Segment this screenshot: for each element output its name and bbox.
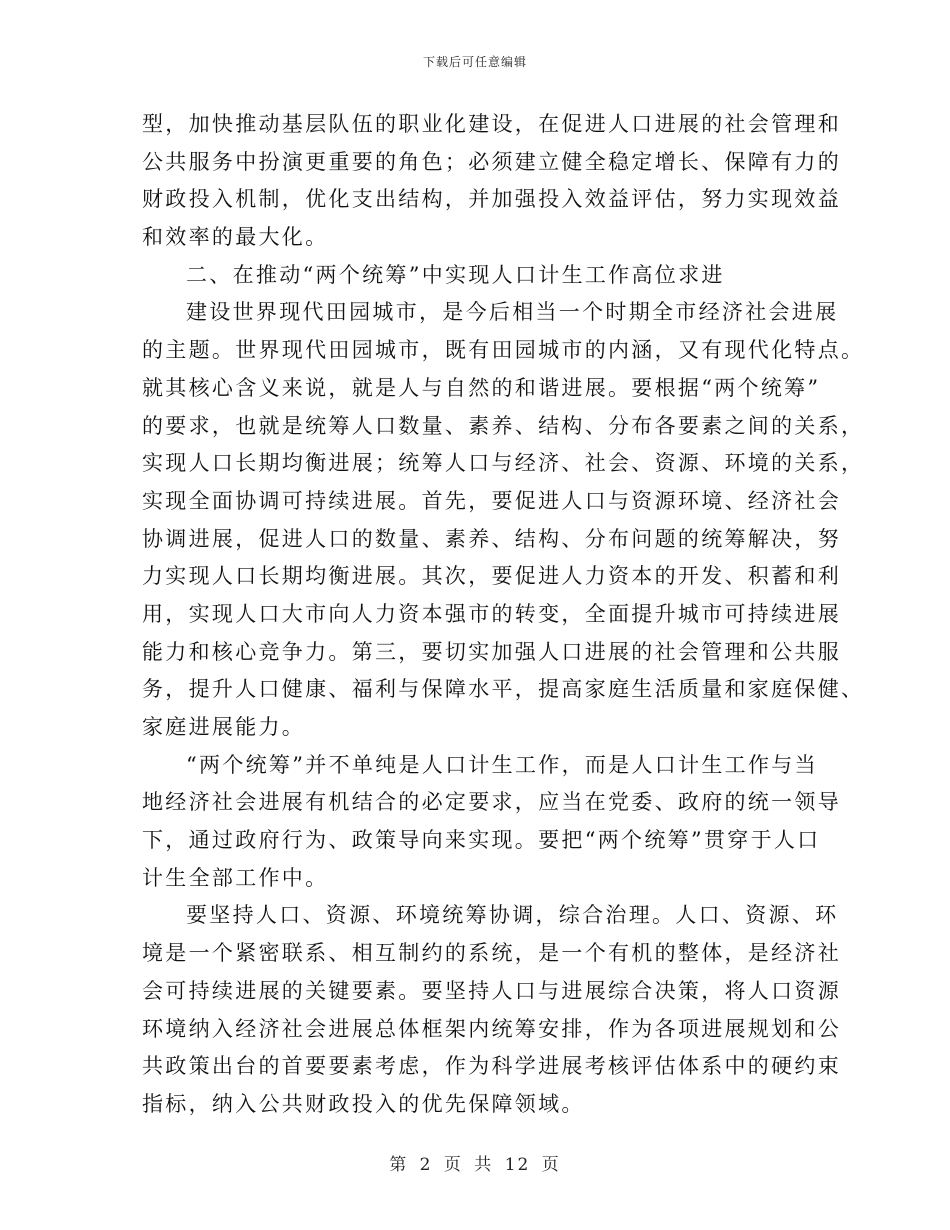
page-number: 第 2 页 共 12 页 — [389, 1155, 561, 1175]
text-line: 公共服务中扮演更重要的角色；必须建立健全稳定增长、保障有力的 — [142, 149, 841, 174]
text-line: 地经济社会进展有机结合的必定要求，应当在党委、政府的统一领导 — [142, 790, 841, 815]
text-line: 实现全面协调可持续进展。首先，要促进人口与资源环境、经济社会 — [142, 488, 841, 513]
text-line: 就其核心含义来说，就是人与自然的和谐进展。要根据“两个统筹” — [142, 375, 821, 400]
text-line: 家庭进展能力。 — [142, 715, 306, 739]
text-line: 共政策出台的首要要素考虑，作为科学进展考核评估体系中的硬约束 — [142, 1054, 841, 1079]
text-line: 用，实现人口大市向人力资本强市的转变，全面提升城市可持续进展 — [142, 601, 841, 626]
text-line: 财政投入机制，优化支出结构，并加强投入效益评估，努力实现效益 — [142, 187, 841, 212]
text-line: 计生全部工作中。 — [142, 865, 329, 890]
text-line: 下，通过政府行为、政策导向来实现。要把“两个统筹”贯穿于人口 — [142, 828, 821, 853]
text-line: 会可持续进展的关键要素。要坚持人口与进展综合决策，将人口资源 — [142, 978, 841, 1003]
text-line: 的要求，也就是统筹人口数量、素养、结构、分布各要素之间的关系， — [142, 413, 865, 438]
text-line: 协调进展，促进人口的数量、素养、结构、分布问题的统筹解决，努 — [142, 526, 841, 551]
text-line: 指标，纳入公共财政投入的优先保障领域。 — [142, 1091, 585, 1116]
document-body — [142, 106, 865, 1124]
text-line: 能力和核心竞争力。第三，要切实加强人口进展的社会管理和公共服 — [142, 639, 841, 664]
text-line: 力实现人口长期均衡进展。其次，要促进人力资本的开发、积蓄和利 — [142, 564, 841, 589]
text-line: “两个统筹”并不单纯是人口计生工作，而是人口计生工作与当 — [186, 752, 818, 777]
page-header: 下载后可任意编辑 — [422, 55, 527, 69]
text-line: 环境纳入经济社会进展总体框架内统筹安排，作为各项进展规划和公 — [142, 1016, 841, 1041]
text-line: 型，加快推动基层队伍的职业化建设，在促进人口进展的社会管理和 — [142, 112, 841, 136]
text-line: 和效率的最大化。 — [142, 225, 329, 250]
text-line: 实现人口长期均衡进展；统筹人口与经济、社会、资源、环境的关系， — [142, 451, 865, 476]
text-line: 境是一个紧密联系、相互制约的系统，是一个有机的整体，是经济社 — [142, 941, 841, 966]
text-line: 要坚持人口、资源、环境统筹协调，综合治理。人口、资源、环 — [186, 903, 839, 928]
text-line: 的主题。世界现代田园城市，既有田园城市的内涵，又有现代化特点。 — [142, 338, 865, 363]
text-line: 二、在推动“两个统筹”中实现人口计生工作高位求进 — [186, 262, 725, 287]
text-line: 务，提升人口健康、福利与保障水平，提高家庭生活质量和家庭保健、 — [142, 677, 865, 702]
text-line: 建设世界现代田园城市，是今后相当一个时期全市经济社会进展 — [186, 300, 839, 325]
